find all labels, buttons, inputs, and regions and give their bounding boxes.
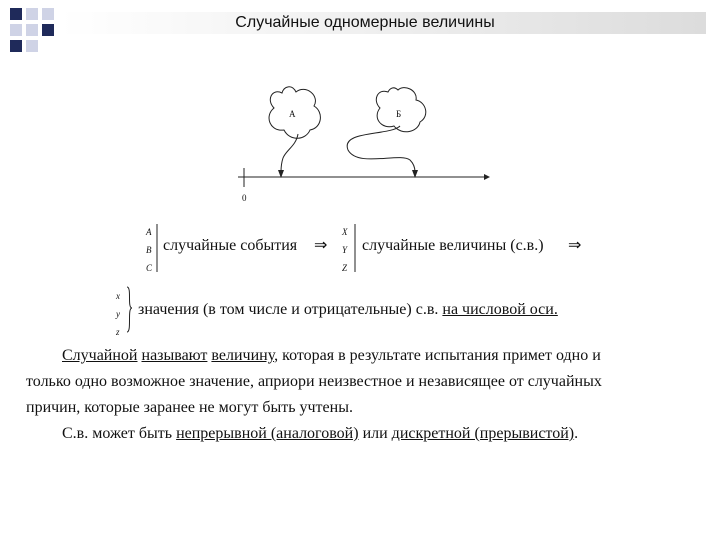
implies-arrow-1: ⇒	[314, 237, 328, 254]
var-z: z	[116, 327, 120, 337]
number-line-arrowhead	[484, 174, 490, 180]
var-y-upper: Y	[342, 245, 348, 255]
arrow-a	[281, 134, 298, 172]
types-end: .	[574, 425, 579, 442]
types-line	[62, 424, 578, 444]
var-z-upper: Z	[342, 263, 348, 273]
slide-title: Случайные одномерные величины	[235, 14, 495, 31]
var-x-upper: X	[342, 227, 348, 237]
definition-word-3: величину	[211, 347, 275, 364]
definition-term: Случайной	[62, 347, 138, 364]
brace-3	[127, 287, 132, 332]
var-a: A	[146, 227, 152, 237]
origin-label: 0	[242, 193, 247, 203]
var-y: y	[116, 309, 120, 319]
random-events-text: случайные события	[163, 237, 298, 254]
random-variables-text: случайные величины (с.в.)	[362, 237, 544, 254]
var-c: C	[146, 263, 153, 273]
definition-line-1	[62, 346, 601, 366]
definition-line-2: только одно возможное значение, априори неизвестное и независящее от случайных	[26, 373, 602, 390]
types-prefix: С.в. может быть	[62, 425, 173, 442]
values-text	[138, 300, 558, 320]
event-b-label: Б	[396, 109, 402, 119]
types-continuous: непрерывной (аналоговой)	[176, 425, 359, 442]
var-b: B	[146, 245, 152, 255]
values-plain: значения (в том числе и отрицательные) с.в.	[138, 301, 439, 318]
arrow-b	[347, 126, 415, 172]
types-middle: или	[362, 425, 388, 442]
types-discrete: дискретной (прерывистой)	[391, 425, 575, 442]
var-x: x	[116, 291, 120, 301]
definition-word-2: называют	[141, 347, 208, 364]
definition-line-1-rest: , которая в результате испытания примет одно и	[274, 347, 601, 364]
implies-arrow-2: ⇒	[568, 237, 582, 254]
event-a-label: А	[289, 109, 296, 119]
definition-line-3: причин, которые заранее не могут быть учтены.	[26, 399, 353, 416]
values-underlined: на числовой оси.	[442, 301, 558, 318]
